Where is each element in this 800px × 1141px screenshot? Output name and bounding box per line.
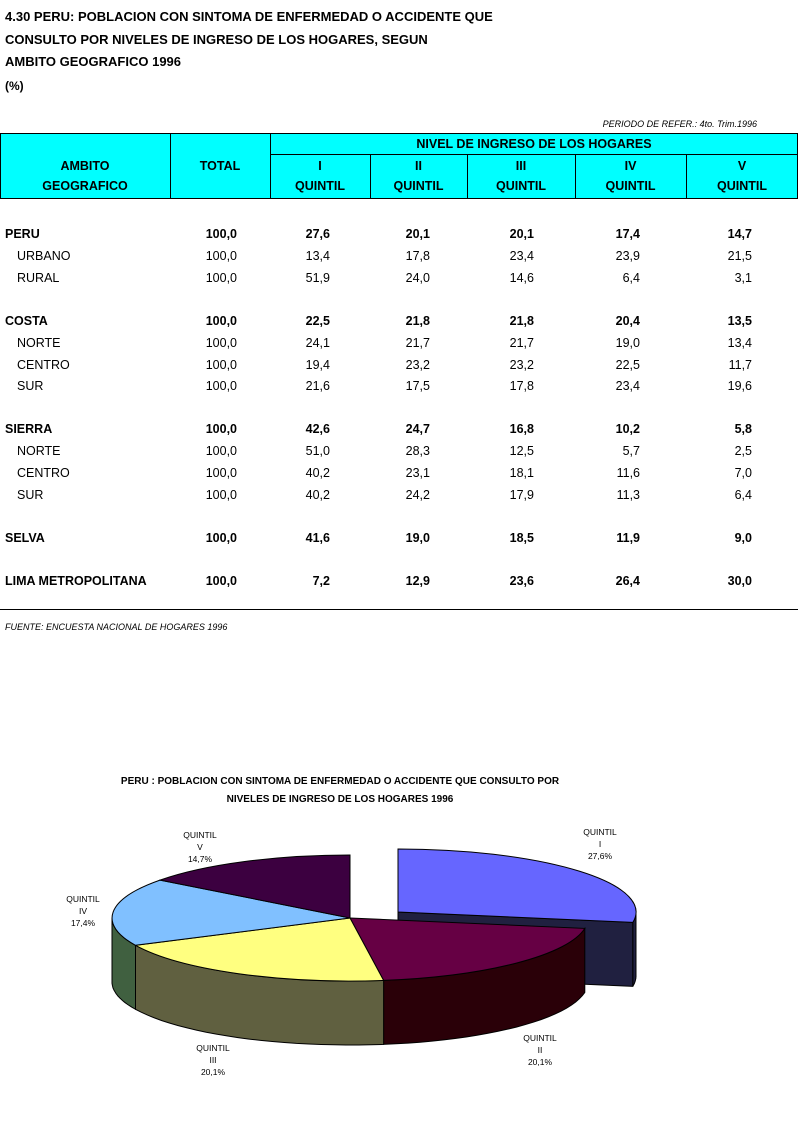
cell-quintil-4: 11,9 xyxy=(616,531,640,545)
pie-label-roman: V xyxy=(197,842,203,852)
row-label: SUR xyxy=(17,488,44,502)
cell-quintil-5: 9,0 xyxy=(734,531,752,545)
cell-quintil-4: 26,4 xyxy=(615,574,640,588)
cell-quintil-3: 18,5 xyxy=(509,531,534,545)
cell-quintil-3: 14,6 xyxy=(509,271,534,285)
header-quintil-word: QUINTIL xyxy=(393,179,444,193)
cell-quintil-4: 6,4 xyxy=(622,271,640,285)
cell-quintil-1: 7,2 xyxy=(312,574,330,588)
cell-total: 100,0 xyxy=(205,531,237,545)
row-label: SELVA xyxy=(5,531,45,545)
row-label: NORTE xyxy=(17,336,61,350)
cell-quintil-5: 11,7 xyxy=(728,358,752,372)
cell-quintil-3: 23,4 xyxy=(509,249,534,263)
pie-label-label: 27,6% xyxy=(587,851,613,861)
cell-quintil-4: 23,4 xyxy=(615,379,640,393)
cell-quintil-5: 2,5 xyxy=(734,444,752,458)
header-quintil-roman: III xyxy=(515,159,527,173)
cell-quintil-5: 19,6 xyxy=(727,379,752,393)
cell-quintil-4: 10,2 xyxy=(615,422,640,436)
cell-quintil-4: 19,0 xyxy=(615,336,640,350)
row-label: CENTRO xyxy=(17,466,70,480)
cell-quintil-3: 20,1 xyxy=(509,227,534,241)
cell-quintil-5: 21,5 xyxy=(727,249,752,263)
cell-quintil-1: 21,6 xyxy=(305,379,330,393)
cell-quintil-2: 12,9 xyxy=(405,574,430,588)
row-label: COSTA xyxy=(5,314,48,328)
cell-quintil-2: 23,1 xyxy=(405,466,430,480)
cell-quintil-5: 6,4 xyxy=(734,488,752,502)
cell-quintil-5: 5,8 xyxy=(734,422,752,436)
cell-quintil-2: 28,3 xyxy=(405,444,430,458)
row-label: NORTE xyxy=(17,444,61,458)
cell-quintil-3: 23,2 xyxy=(509,358,534,372)
cell-quintil-1: 13,4 xyxy=(305,249,330,263)
pie-label-roman: III xyxy=(209,1055,217,1065)
cell-quintil-2: 17,8 xyxy=(405,249,430,263)
cell-quintil-2: 21,7 xyxy=(405,336,430,350)
cell-quintil-5: 13,4 xyxy=(727,336,752,350)
pie-label-label: 14,7% xyxy=(187,854,213,864)
cell-quintil-4: 22,5 xyxy=(615,358,640,372)
cell-total: 100,0 xyxy=(205,249,237,263)
cell-quintil-1: 40,2 xyxy=(305,488,330,502)
pie-label-name: QUINTIL xyxy=(523,1033,557,1043)
pie-label-label: 17,4% xyxy=(70,918,96,928)
cell-quintil-1: 51,0 xyxy=(305,444,330,458)
header-quintil-roman: IV xyxy=(624,159,637,173)
chart-title-line-1: PERU : POBLACION CON SINTOMA DE ENFERMEDAD O ACCIDENTE QUE CONSULTO POR xyxy=(120,776,560,787)
cell-quintil-3: 23,6 xyxy=(509,574,534,588)
pie-label-name: QUINTIL xyxy=(583,827,617,837)
cell-quintil-2: 24,7 xyxy=(405,422,430,436)
title-line-1: 4.30 PERU: POBLACION CON SINTOMA DE ENFERMEDAD O ACCIDENTE QUE xyxy=(5,9,493,24)
header-quintil-roman: V xyxy=(737,159,747,173)
cell-quintil-1: 19,4 xyxy=(305,358,330,372)
header-quintil-roman: I xyxy=(318,159,322,173)
title-line-3: AMBITO GEOGRAFICO 1996 xyxy=(5,54,182,69)
cell-quintil-4: 11,3 xyxy=(616,488,640,502)
header-quintil-word: QUINTIL xyxy=(605,179,656,193)
header-total: TOTAL xyxy=(199,159,241,173)
pie-label-label: 20,1% xyxy=(200,1067,226,1077)
cell-quintil-5: 13,5 xyxy=(727,314,752,328)
cell-quintil-5: 30,0 xyxy=(727,574,752,588)
pie-label-quintil-II xyxy=(510,1032,570,1068)
cell-quintil-5: 3,1 xyxy=(734,271,752,285)
cell-quintil-5: 14,7 xyxy=(727,227,752,241)
cell-quintil-4: 23,9 xyxy=(615,249,640,263)
pie-label-quintil-IV xyxy=(53,893,113,929)
header-quintil-word: QUINTIL xyxy=(717,179,767,193)
cell-quintil-2: 20,1 xyxy=(405,227,430,241)
header-income-group: NIVEL DE INGRESO DE LOS HOGARES xyxy=(416,137,652,151)
pie-label-quintil-I xyxy=(570,826,630,862)
cell-quintil-1: 24,1 xyxy=(305,336,330,350)
cell-quintil-3: 12,5 xyxy=(509,444,534,458)
cell-quintil-1: 27,6 xyxy=(305,227,330,241)
header-ambito-line-2: GEOGRAFICO xyxy=(42,179,128,193)
cell-quintil-3: 21,7 xyxy=(509,336,534,350)
cell-quintil-3: 18,1 xyxy=(509,466,534,480)
cell-total: 100,0 xyxy=(205,574,237,588)
cell-quintil-2: 17,5 xyxy=(405,379,430,393)
pie-label-name: QUINTIL xyxy=(196,1043,230,1053)
cell-quintil-2: 19,0 xyxy=(405,531,430,545)
cell-total: 100,0 xyxy=(205,227,237,241)
cell-quintil-5: 7,0 xyxy=(734,466,752,480)
title-line-2: CONSULTO POR NIVELES DE INGRESO DE LOS HOGARES, SEGUN xyxy=(5,31,428,47)
cell-total: 100,0 xyxy=(205,358,237,372)
row-label: SIERRA xyxy=(5,422,53,436)
row-label: SUR xyxy=(17,379,44,393)
row-label: RURAL xyxy=(17,271,60,285)
reference-period: PERIODO DE REFER.: 4to. Trim.1996 xyxy=(602,119,757,129)
cell-total: 100,0 xyxy=(205,488,237,502)
cell-quintil-2: 24,0 xyxy=(405,271,430,285)
pie-label-roman: IV xyxy=(78,906,88,916)
pie-label-name: QUINTIL xyxy=(183,830,217,840)
cell-quintil-4: 11,6 xyxy=(616,466,640,480)
cell-quintil-2: 23,2 xyxy=(405,358,430,372)
row-label: PERU xyxy=(5,227,40,241)
cell-quintil-1: 40,2 xyxy=(305,466,330,480)
unit-label: (%) xyxy=(5,79,24,93)
cell-total: 100,0 xyxy=(205,336,237,350)
source-note: FUENTE: ENCUESTA NACIONAL DE HOGARES 1996 xyxy=(5,622,228,632)
header-quintil-word: QUINTIL xyxy=(295,179,345,193)
pie-slice-side-quintil-I xyxy=(633,912,636,986)
cell-quintil-1: 22,5 xyxy=(305,314,330,328)
pie-label-name: QUINTIL xyxy=(66,894,100,904)
pie-label-quintil-V xyxy=(170,829,230,865)
chart-title-line-2: NIVELES DE INGRESO DE LOS HOGARES 1996 xyxy=(226,794,454,805)
cell-quintil-4: 17,4 xyxy=(615,227,640,241)
cell-quintil-4: 5,7 xyxy=(622,444,640,458)
cell-total: 100,0 xyxy=(205,271,237,285)
cell-quintil-4: 20,4 xyxy=(615,314,640,328)
cell-quintil-1: 41,6 xyxy=(305,531,330,545)
cell-quintil-1: 42,6 xyxy=(305,422,330,436)
pie-label-label: 20,1% xyxy=(527,1057,553,1067)
cell-total: 100,0 xyxy=(205,444,237,458)
cell-total: 100,0 xyxy=(205,379,237,393)
cell-quintil-3: 21,8 xyxy=(509,314,534,328)
cell-quintil-3: 17,9 xyxy=(509,488,534,502)
cell-quintil-1: 51,9 xyxy=(305,271,330,285)
header-quintil-word: QUINTIL xyxy=(496,179,546,193)
header-quintil-roman: II xyxy=(415,159,422,173)
row-label: LIMA METROPOLITANA xyxy=(5,574,147,588)
row-label: URBANO xyxy=(17,249,71,263)
pie-label-roman: II xyxy=(537,1045,543,1055)
cell-quintil-2: 24,2 xyxy=(405,488,430,502)
pie-label-quintil-III xyxy=(183,1042,243,1078)
header-ambito-line-1: AMBITO xyxy=(60,159,110,173)
cell-quintil-3: 16,8 xyxy=(509,422,534,436)
row-label: CENTRO xyxy=(17,358,70,372)
cell-quintil-3: 17,8 xyxy=(509,379,534,393)
cell-total: 100,0 xyxy=(205,422,237,436)
cell-quintil-2: 21,8 xyxy=(405,314,430,328)
cell-total: 100,0 xyxy=(205,466,237,480)
pie-label-roman: I xyxy=(598,839,602,849)
cell-total: 100,0 xyxy=(205,314,237,328)
